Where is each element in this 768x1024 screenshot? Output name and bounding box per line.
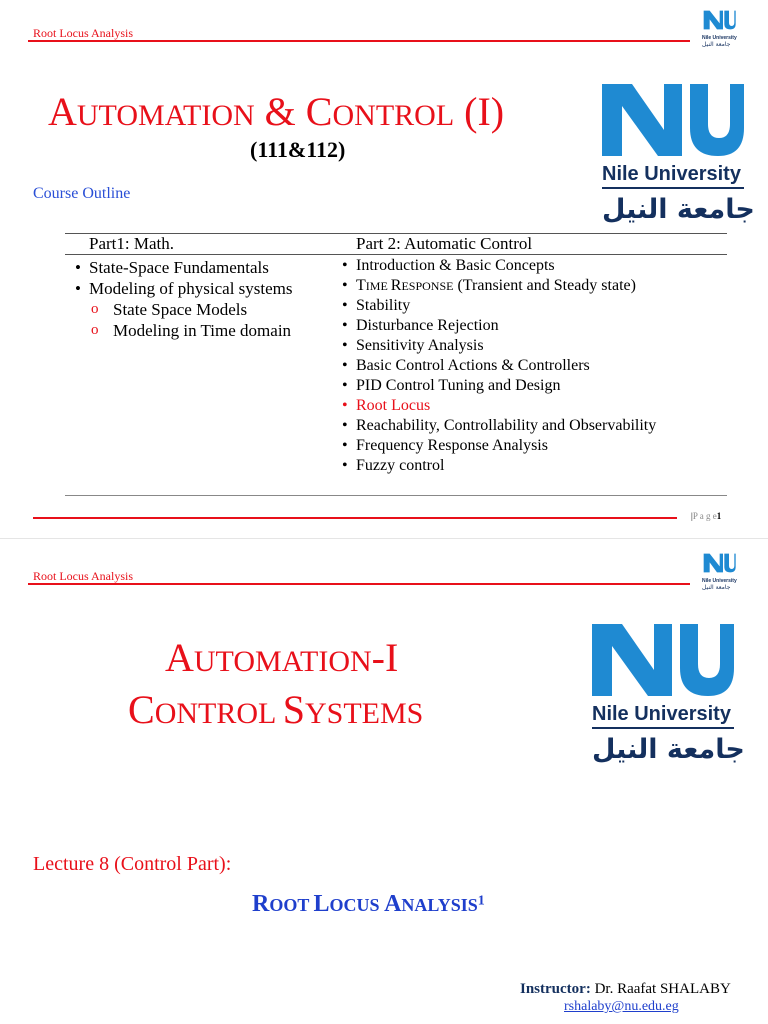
lecture-heading: Lecture 8 (Control Part): <box>33 853 232 875</box>
page2-title-line2: CONTROL SYSTEMS <box>128 687 424 732</box>
nu-logo-small-en: Nile University <box>702 578 737 584</box>
table-header-rule <box>65 254 727 255</box>
sub-list-item: o State Space Models <box>89 299 293 320</box>
instructor-line: Instructor: Dr. Raafat SHALABY <box>520 981 731 997</box>
course-outline-label: Course Outline <box>33 185 131 202</box>
list-item-root-locus: • Root Locus <box>340 396 656 416</box>
page2-header-text: Root Locus Analysis <box>33 569 134 583</box>
page1-header-text: Root Locus Analysis <box>33 26 134 40</box>
page2-title-line1: AUTOMATION-I <box>165 635 399 680</box>
col2-list <box>340 256 656 476</box>
list-item-time-response: • TIME RESPONSE (Transient and Steady state) <box>340 276 656 296</box>
nu-logo-small-ar: جامعة النيل <box>702 41 731 48</box>
list-item: • Disturbance Rejection <box>340 316 656 336</box>
sub-list-item: o Modeling in Time domain <box>89 320 293 341</box>
page-break <box>0 538 768 539</box>
page1-course-code: (111&112) <box>250 137 346 162</box>
col1-list <box>73 257 293 341</box>
list-item: • PID Control Tuning and Design <box>340 376 656 396</box>
instructor-email-link[interactable]: rshalaby@nu.edu.eg <box>564 999 679 1014</box>
nu-logo-small-en: Nile University <box>702 35 737 41</box>
page1-header-rule <box>28 40 690 42</box>
col2-header: Part 2: Automatic Control <box>356 234 533 253</box>
list-item: • Fuzzy control <box>340 456 656 476</box>
nu-logo-small <box>702 553 738 591</box>
list-item: • Stability <box>340 296 656 316</box>
col1-header: Part1: Math. <box>89 234 174 253</box>
nu-logo-large-1 <box>602 84 755 231</box>
nu-logo-small <box>702 10 738 48</box>
list-item: • Introduction & Basic Concepts <box>340 256 656 276</box>
list-item: • State-Space Fundamentals <box>73 257 293 278</box>
nu-logo-large-2 <box>592 624 745 771</box>
page2-header-rule <box>28 583 690 585</box>
nu-logo-en: Nile University <box>602 161 744 189</box>
list-item: • Modeling of physical systems <box>73 278 293 299</box>
page1-footer-rule <box>33 517 677 519</box>
nu-logo-ar: جامعة النيل <box>592 734 745 765</box>
nu-logo-small-ar: جامعة النيل <box>702 584 731 591</box>
nu-logo-ar: جامعة النيل <box>602 194 755 225</box>
nu-logo-mark-icon <box>592 624 734 696</box>
table-bottom-rule <box>65 495 727 496</box>
list-item: • Reachability, Controllability and Observability <box>340 416 656 436</box>
nu-logo-en: Nile University <box>592 701 734 729</box>
lecture-subtitle: ROOT LOCUS ANALYSIS$^1$ <box>252 891 485 917</box>
outline-table <box>65 233 727 496</box>
nu-logo-mark-icon <box>702 10 736 30</box>
nu-logo-mark-icon <box>702 553 736 573</box>
page1-title: AUTOMATION & CONTROL (I) <box>48 89 505 134</box>
list-item: • Frequency Response Analysis <box>340 436 656 456</box>
list-item: • Basic Control Actions & Controllers <box>340 356 656 376</box>
page-number: |P a g e1 <box>691 511 722 521</box>
nu-logo-mark-icon <box>602 84 744 156</box>
list-item: • Sensitivity Analysis <box>340 336 656 356</box>
